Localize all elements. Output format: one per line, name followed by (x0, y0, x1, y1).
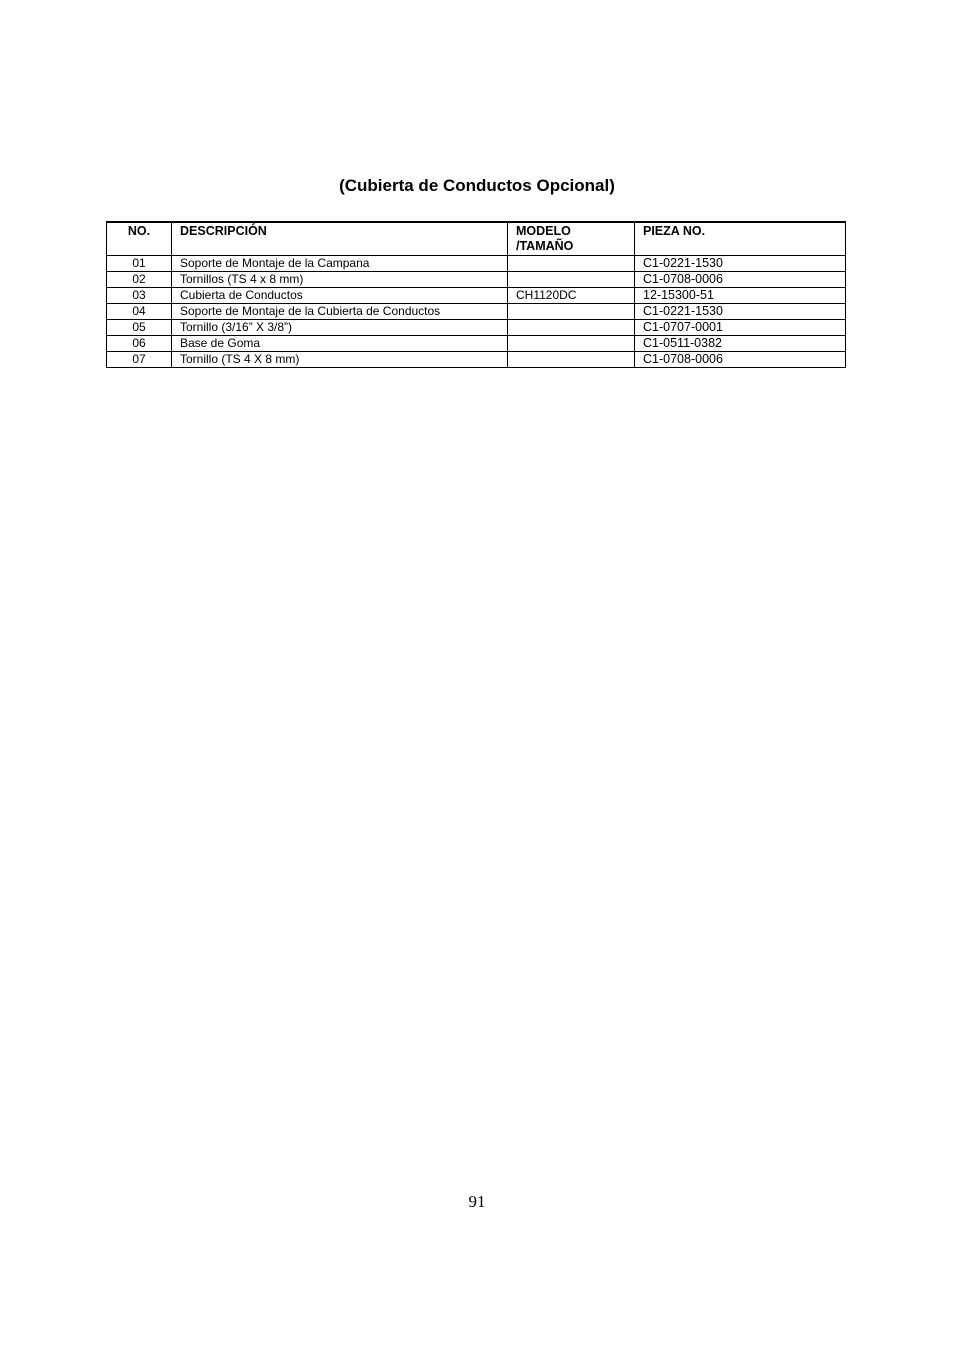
page-title: (Cubierta de Conductos Opcional) (339, 176, 615, 195)
row-no: 02 (107, 272, 172, 288)
row-model (508, 256, 635, 272)
row-no: 06 (107, 336, 172, 352)
row-description: Tornillos (TS 4 x 8 mm) (172, 272, 508, 288)
row-no: 01 (107, 256, 172, 272)
row-description: Tornillo (TS 4 X 8 mm) (172, 352, 508, 368)
row-no: 04 (107, 304, 172, 320)
row-no: 05 (107, 320, 172, 336)
header-model (508, 222, 635, 256)
header-part: PIEZA NO. (635, 222, 846, 256)
table-row (107, 352, 846, 368)
row-part: C1-0708-0006 (635, 272, 846, 288)
table-row (107, 336, 846, 352)
row-model (508, 336, 635, 352)
table-row (107, 304, 846, 320)
page-number: 91 (468, 1192, 486, 1211)
row-description: Base de Goma (172, 336, 508, 352)
row-part: 12-15300-51 (635, 288, 846, 304)
row-no: 07 (107, 352, 172, 368)
row-part: C1-0511-0382 (635, 336, 846, 352)
table-row (107, 256, 846, 272)
header-model-line1: MODELO (516, 224, 571, 238)
row-model (508, 272, 635, 288)
header-no: NO. (107, 222, 172, 256)
header-model-line2: /TAMAÑO (516, 239, 574, 253)
row-description: Cubierta de Conductos (172, 288, 508, 304)
row-part: C1-0708-0006 (635, 352, 846, 368)
row-model (508, 304, 635, 320)
row-part: C1-0221-1530 (635, 256, 846, 272)
table-row (107, 320, 846, 336)
header-description: DESCRIPCIÓN (172, 222, 508, 256)
row-description: Tornillo (3/16” X 3/8”) (172, 320, 508, 336)
row-model (508, 320, 635, 336)
row-model: CH1120DC (508, 288, 635, 304)
table-header-row (107, 222, 846, 256)
row-part: C1-0707-0001 (635, 320, 846, 336)
row-part: C1-0221-1530 (635, 304, 846, 320)
row-description: Soporte de Montaje de la Cubierta de Conductos (172, 304, 508, 320)
row-no: 03 (107, 288, 172, 304)
table-row (107, 272, 846, 288)
table-row (107, 288, 846, 304)
parts-table (106, 221, 846, 368)
row-model (508, 352, 635, 368)
row-description: Soporte de Montaje de la Campana (172, 256, 508, 272)
